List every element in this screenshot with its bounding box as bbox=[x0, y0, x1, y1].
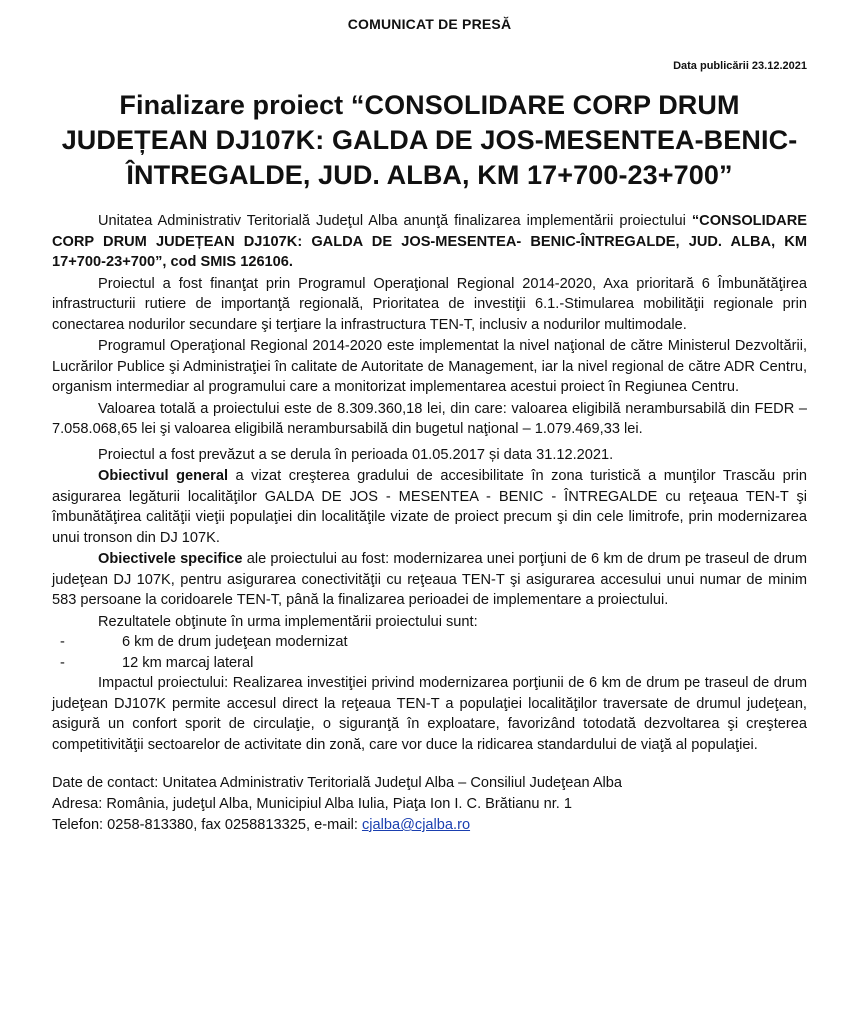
specific-objectives-text: ale proiectului au fost: modernizarea unei porţiuni de 6 km de drum pe traseul de drum judeţean DJ 107K, pentru asigurarea conectivităţii cu reţeaua TEN-T şi asigurarea accesului unui numar de minim 583 persoane la coridoarele TEN-T, până la finalizarea perioadei de implementare a proiectului. bbox=[52, 551, 807, 608]
paragraph-program: Programul Operaţional Regional 2014-2020 este implementat la nivel naţional de către Ministerul Dezvoltării, Lucrărilor Publice şi Administraţiei în calitate de Autoritate de Management, iar la nivel regional de către ADR Centru, organism intermediar al programului care a monitorizat implementarea acestui proiect în Regiunea Centru. bbox=[52, 338, 807, 395]
document-header: COMUNICAT DE PRESĂ bbox=[347, 16, 512, 32]
paragraph-general-objective bbox=[52, 466, 807, 548]
list-dash: - bbox=[60, 634, 65, 650]
address-line: Adresa: România, judeţul Alba, Municipiul Alba Iulia, Piaţa Ion I. C. Brătianu nr. 1 bbox=[52, 796, 572, 812]
specific-objectives-label: Obiectivele specifice bbox=[98, 551, 243, 567]
list-item-text: 12 km marcaj lateral bbox=[122, 654, 254, 671]
document-title: Finalizare proiect “CONSOLIDARE CORP DRUM JUDEȚEAN DJ107K: GALDA DE JOS-MESENTEA-BENIC-ÎNTREGALDE, JUD. ALBA, KM 17+700-23+700” bbox=[61, 90, 798, 190]
publication-date: Data publicării 23.12.2021 bbox=[673, 60, 807, 72]
general-objective-label: Obiectivul general bbox=[98, 468, 228, 484]
list-item bbox=[52, 632, 807, 653]
phone-fax-text: Telefon: 0258-813380, fax 0258813325, e-mail: bbox=[52, 817, 362, 833]
list-dash: - bbox=[60, 654, 65, 671]
document-body bbox=[52, 211, 807, 755]
paragraph-period: Proiectul a fost prevăzut a se derula în perioada 01.05.2017 și data 31.12.2021. bbox=[98, 446, 614, 463]
results-list bbox=[52, 632, 807, 673]
project-name-bold: “CONSOLIDARE CORP DRUM JUDEȚEAN DJ107K: GALDA DE JOS-MESENTEA- BENIC-ÎNTREGALDE, JUD. ALBA, KM 17+700-23+700”, cod SMIS 126106. bbox=[52, 213, 807, 270]
general-objective-text: a vizat creşterea gradului de accesibilitate în zona turistică a munţilor Trascău prin asigurarea legăturii localităţilor GALDA DE JOS - MESENTEA - BENIC - ÎNTREGALDE cu reţeaua TEN-T şi îmbunătăţirea calităţii vieţii populaţiei din localităţile vizate de proiect precum şi din cele limitrofe, prin modernizarea unui tronson din DJ 107K. bbox=[52, 468, 807, 546]
list-item bbox=[52, 653, 807, 674]
paragraph-financing: Proiectul a fost finanţat prin Programul Operaţional Regional 2014-2020, Axa prioritară 6 Îmbunătăţirea infrastructurii rutiere de importanţă regională, Prioritatea de investiţii 6.1.-Stimularea mobilităţii regionale prin conectarea nodurilor secundare şi terţiare la infrastructura TEN-T, inclusiv a nodurilor multimodale. bbox=[52, 275, 807, 333]
contact-block bbox=[52, 773, 807, 836]
email-link[interactable]: cjalba@cjalba.ro bbox=[361, 817, 471, 833]
list-item-text: 6 km de drum judeţean modernizat bbox=[122, 634, 348, 650]
paragraph-impact: Impactul proiectului: Realizarea investiţiei privind modernizarea porţiunii de 6 km de drum pe traseul de drum judeţean DJ107K permite accesul direct la reţeaua TEN-T a populaţiei localităţilor traversate de drumul judeţean, asigură un confort sporit de circulaţie, o siguranţă în exploatare, favorizând totodată dezvoltarea şi creşterea competitivităţii sectoarelor de activitate din zonă, care vor duce la ridicarea standardului de viaţă al populaţiei. bbox=[52, 675, 807, 753]
paragraph-results-intro: Rezultatele obţinute în urma implementării proiectului sunt: bbox=[98, 613, 478, 630]
announcement-text: Unitatea Administrativ Teritorială Judeţul Alba anunţă finalizarea implementării proiectului bbox=[98, 213, 692, 229]
contact-line: Date de contact: Unitatea Administrativ Teritorială Judeţul Alba – Consiliul Judeţean Alba bbox=[52, 775, 623, 791]
paragraph-specific-objectives bbox=[52, 549, 807, 611]
paragraph-announcement bbox=[52, 211, 807, 273]
paragraph-value: Valoarea totală a proiectului este de 8.309.360,18 lei, din care: valoarea eligibilă nerambursabilă din FEDR – 7.058.068,65 lei şi valoarea eligibilă nerambursabilă din bugetul naţional – 1.079.469,33 lei. bbox=[52, 400, 807, 437]
phone-line bbox=[52, 815, 807, 836]
